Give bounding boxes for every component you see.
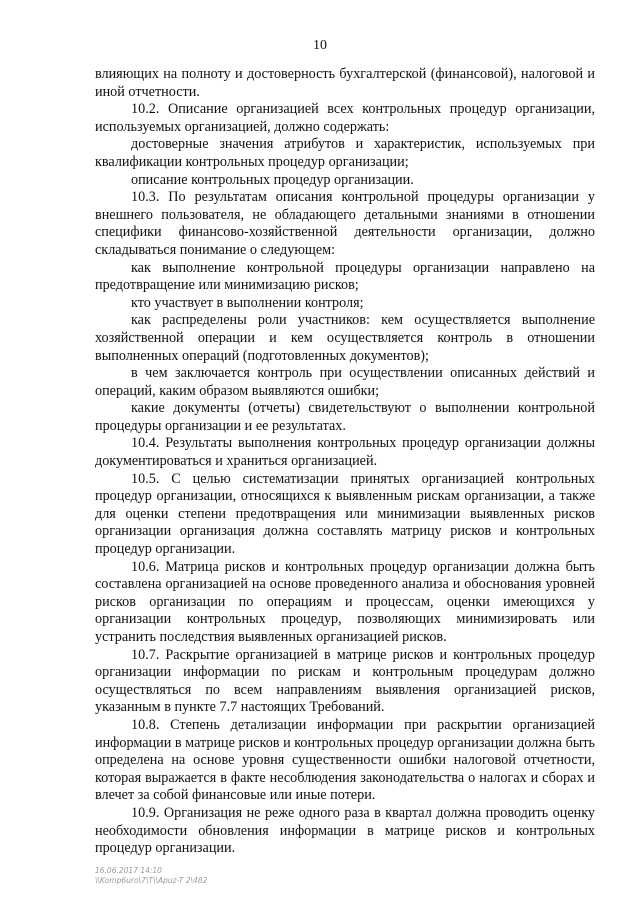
footer-timestamp: 16.06.2017 14:10 xyxy=(95,866,162,875)
list-item: кто участвует в выполнении контроля; xyxy=(131,294,364,311)
list-item: в чем заключается контроль при осуществлении описанных действий и операций, каким образом выявляются ошибки; xyxy=(95,365,595,399)
list-item: какие документы (отчеты) свидетельствуют о выполнении контрольной процедуры организации и ее результатах. xyxy=(95,400,595,434)
document-body xyxy=(95,66,595,858)
list-item: как распределены роли участников: кем осуществляется выполнение хозяйственной операции и кем осуществляется контроль в отношении выполненных операций (подготовленных документов); xyxy=(95,312,595,364)
paragraph-10-9: 10.9. Организация не реже одного раза в квартал должна проводить оценку необходимости обновления информации в матрице рисков и контрольных процедур организации. xyxy=(95,804,595,857)
footer-stamp xyxy=(95,866,207,886)
list-item: достоверные значения атрибутов и характеристик, используемых при квалификации контрольных процедур организации; xyxy=(95,136,595,170)
paragraph-10-8: 10.8. Степень детализации информации при раскрытии организацией информации в матрице рисков и контрольных процедур организации должна быть определена на основе уровня существенности ошибки налоговой отчетности, которая выражается в факте несоблюдения законодательства о налогах и сборах и влечет за собой финансовые или иные потери. xyxy=(95,716,595,804)
paragraph-10-6: 10.6. Матрица рисков и контрольных процедур организации должна быть составлена организацией на основе проведенного анализа и обоснования уровней рисков организации по операциям и процессам, оценки имеющихся у организации контрольных процедур, позволяющих минимизировать или устранить последствия выявленных организацией рисков. xyxy=(95,558,595,645)
list-item: описание контрольных процедур организации. xyxy=(131,171,414,188)
footer-file-path: \\Komp6uro\7\T\\Apuz-T 2\482 xyxy=(95,876,208,885)
paragraph-10-7: 10.7. Раскрытие организацией в матрице рисков и контрольных процедур организации информации по рискам и контрольным процедурам должно осуществляться по всем направлениям выявления организацией рисков, указанным в пункте 7.7 настоящих Требований. xyxy=(95,646,595,716)
page-number: 10 xyxy=(313,38,327,53)
paragraph-10-3: 10.3. По результатам описания контрольной процедуры организации у внешнего пользователя, не обладающего детальными знаниями в отношении специфики финансово-хозяйственной деятельности организации, должно складываться понимание о следующем: xyxy=(95,189,595,258)
paragraph-continuation: влияющих на полноту и достоверность бухгалтерской (финансовой), налоговой и иной отчетности. xyxy=(95,66,595,100)
paragraph-10-2: 10.2. Описание организацией всех контрольных процедур организации, используемых организацией, должно содержать: xyxy=(95,101,595,135)
paragraph-10-5: 10.5. С целью систематизации принятых организацией контрольных процедур организации, относящихся к выявленным рискам организации, а также для оценки степени предотвращения или минимизации выявленных рисков организации организация должна составлять матрицу рисков и контрольных процедур организации. xyxy=(95,470,595,558)
paragraph-10-4: 10.4. Результаты выполнения контрольных процедур организации должны документироваться и храниться организацией. xyxy=(95,435,595,470)
list-item: как выполнение контрольной процедуры организации направлено на предотвращение или минимизацию рисков; xyxy=(95,259,595,294)
